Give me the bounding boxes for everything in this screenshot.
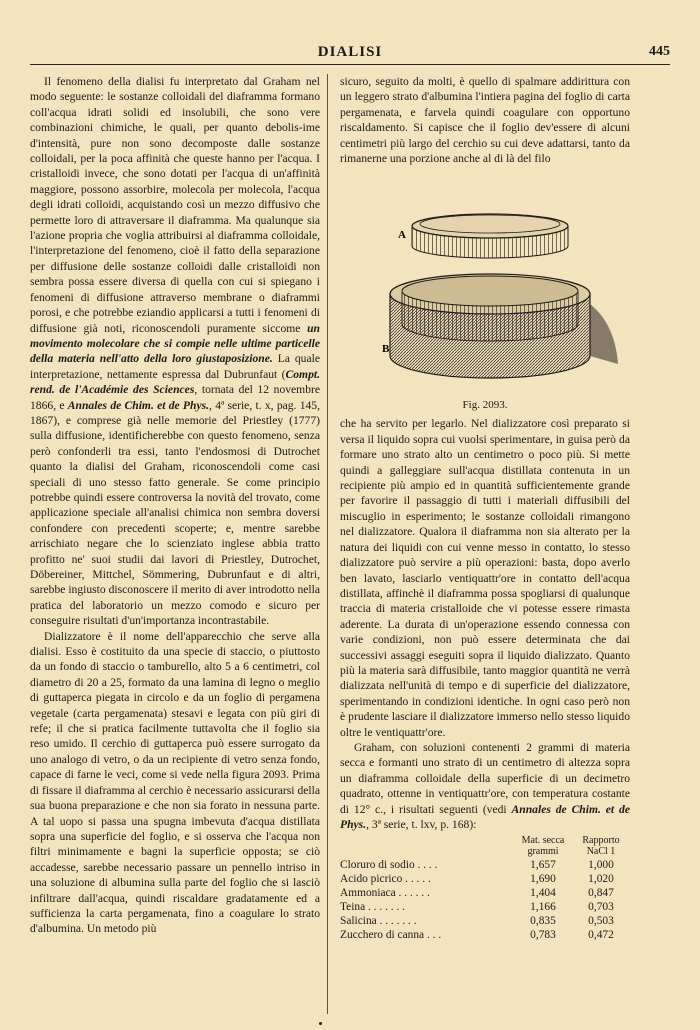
citation-annales-graham: Annales de Chim. et de Phys. bbox=[340, 802, 630, 831]
table-row: Ammoniaca . . . . . . 1,404 0,847 bbox=[340, 887, 614, 900]
figure-label-b: B bbox=[382, 343, 390, 356]
paragraph-dializzatore: Dializzatore è il nome dell'apparecchio che serve alla dialisi. Esso è costituito da una specie di staccio, o piuttosto da un fondo di staccio o tamburello, alto 5 a 6 centimetri, col diametro di 20 a 25, formato da una lamina di legno o meglio di guttaperca piegata in circolo e da un foglio di pergamena vegetale (carta pergamenata) stesavi e legata con più giri di refe; il che si pratica facilmente tuttavolta che il foglio sia reso umido. Il cerchio di guttaperca può essere surrogato da uno analogo di vetro, o da un recipiente di vetro senza fondo, capace di farne le veci, come si vede nella figura 2093. Prima di fissare il diaframma al cerchio è necessario assicurarsi della sua buona preparazione e che non sia forato in nessuna parte. A tal uopo si passa una spugna imbevuta d'acqua distillata sopra una superficie del foglio, e si osserva che l'acqua non filtri minimamente e bagni la superficie opposta; se ciò accadesse, sarebbe necessario passare un pennello intriso in una soluzione di albumina sulla parte del foglio che si lasciò infiltrare dall'acqua, quindi riscaldare gradatamente ed a sufficienza la carta pergamenata, fino a coagulare lo strato d'albumina. Un metodo più bbox=[30, 629, 320, 936]
table-header-mat-secca: Mat. secca grammi bbox=[521, 835, 565, 858]
page-number: 445 bbox=[649, 44, 670, 59]
paragraph-right-middle: che ha servito per legarlo. Nel dializzatore così preparato si versa il liquido sopra cui vuolsi sperimentare, in guisa però da formare uno strato alto un centimetro o poco più. Si mette quindi a galleggiare sull'acqua distillata contenuta in un recipiente più ampio ed in quantità sufficientemente grande per favorire il passaggio di tutti i materiali diffusibili del miscuglio in esperimento; le sostanze colloidali rimangono nel dializzatore. Qualora il diaframma non sia alterato per la natura dei liquidi con cui venne messo in contatto, lo stesso dializzatore può servire a più operazioni: basta, dopo averlo ben lavato, lasciarlo ventiquattr'ore in contatto dell'acqua distillata, affinchè il diaframma possa spogliarsi di qualunque traccia di materia cristalloide che vi potesse essere rimasta aderente. La durata di un'operazione essendo connessa con varie condizioni, non può essere determinata che dai successivi assaggi eseguiti sopra il liquido dializzato. Quanto più la materia sarà diffusibile, tanto maggior quantità ne verrà dializzata nell'unità di tempo e di superficie del dializzatore, sperimentando in condizioni identiche. In ogni caso però non è prudente lasciare il dializzatore immerso nello stesso liquido oltre le ventiquattr'ore. bbox=[340, 417, 630, 739]
page-title: DIALISI bbox=[317, 44, 383, 60]
paragraph-graham-interpretation: Il fenomeno della dialisi fu interpretato dal Graham nel modo seguente: le sostanze colloidali del diaframma formano coll'acqua idrati solidi ed insolubili, che sono vere combinazioni chimiche, le quali, per quanto debolis-ime d'intensità, pure non sono decomposte dalle sostanze colloidali, per la poca affinità che queste hanno per l'acqua. I cristalloidi invece, che sono dotati per l'acqua di un'affinità maggiore, possono assorbire, molecola per molecola, l'acqua degli idrati colloidi, acquistando così un mezzo diffusivo che permette loro di attraversare il diaframma. Ma qualunque sia l'azione propria che voglia attribuirsi al diaframma colloidale, l'interpretazione del fenomeno, cioè il fatto della separazione per diffusione delle sostanze colloidi dalle cristalloidi non sembra possa essere diversa di quella con cui si spiegano i fenomeni di diffusione attraverso membrane o diaframmi porosi, e che potrebbe eziandio applicarsi a tutti i fenomeni di diffusione già noti, riconoscendoli puramente siccome un movimento molecolare che si compie nelle ultime particelle della materia nell'atto della loro giustaposizione. La quale interpretazione, nettamente espressa dal Dubrunfaut (Compt. rend. de l'Académie des Sciences, tornata del 12 novembre 1866, e Annales de Chim. et de Phys., 4ª serie, t. x, pag. 145, 1867), e comprese già nelle memorie del Priestley (1777) sulla diffusione, identificherebbe con questo fenomeno, senza però confonderli tra essi, tanto l'endosmosi di Dutrochet quanto la dialisi del Graham, riconoscendoli come casi speciali di uno stesso fatto generale. Se come principio potrebbe quindi essere controversa la novità del trovato, come applicazione speciale all'analisi chimica non sembra doversi confondere con precedenti scoperte; e, mentre sarebbe arrischiato negare che lo scienziato inglese abbia tratto profitto ne' suoi studii dai lavori di Priestley, Dutrochet, Döbereiner, Mittchel, Sömmering, Dubrunfaut e di altri, sarebbe ingiusto disconoscere il merito di aver introdotto nella pratica del laboratorio un mezzo comodo e sicuro per conseguire risultati d'un'importanza incontrastabile. bbox=[30, 75, 320, 628]
figure-caption: Fig. 2093. bbox=[462, 399, 508, 412]
running-header bbox=[30, 44, 670, 66]
paragraph-graham-results: Graham, con soluzioni contenenti 2 grammi di materia secca e formanti uno strato di un centimetro di altezza sopra un diaframma colloidale della superficie di un decimetro quadrato, ottenne in ventiquattr'ore, con temperatura costante di 12° c., i risultati seguenti (vedi Annales de Chim. et de Phys., 3ª serie, t. lxv, p. 168): bbox=[340, 740, 630, 831]
ring-a-drawing bbox=[412, 214, 568, 258]
figure-label-a: A bbox=[398, 229, 406, 242]
print-mark bbox=[319, 1022, 322, 1025]
results-table bbox=[340, 834, 630, 942]
table-row: Zucchero di canna . . . 0,783 0,472 bbox=[340, 929, 614, 942]
paragraph-right-top: sicuro, seguito da molti, è quello di spalmare addirittura con un leggero strato d'albumina l'intiera pagina del foglio di carta pergamenata, e farvela quindi coagulare con opportuno riscaldamento. Si capisce che il foglio dev'essere di alcuni centimetri più largo del cerchio su cui deve adattarsi, tanto da rimanerne una porzione anche al di là del filo bbox=[340, 75, 630, 166]
emphasis-molecular-movement: un movimento molecolare che si compie nelle ultime particelle della materia nell'atto della loro giustaposizione. bbox=[30, 321, 320, 366]
header-rule bbox=[30, 64, 670, 65]
figure-2093 bbox=[340, 174, 630, 410]
vessel-b-drawing bbox=[390, 274, 618, 378]
table-row: Teina . . . . . . . 1,166 0,703 bbox=[340, 901, 614, 914]
citation-annales: Annales de Chim. et de Phys. bbox=[67, 398, 210, 412]
table-row: Acido picrico . . . . . 1,690 1,020 bbox=[340, 873, 614, 886]
citation-compt-rend: Compt. rend. de l'Académie des Sciences bbox=[30, 367, 320, 397]
table-header-row bbox=[340, 834, 630, 858]
table-header-blank bbox=[340, 834, 514, 858]
table-row: Salicina . . . . . . . 0,835 0,503 bbox=[340, 915, 614, 928]
table-row: Cloruro di sodio . . . . 1,657 1,000 bbox=[340, 859, 614, 872]
dialyzer-illustration bbox=[340, 174, 630, 396]
table-header-rapporto: Rapporto NaCl 1 bbox=[582, 835, 620, 858]
right-column bbox=[340, 74, 630, 942]
left-column bbox=[30, 74, 320, 937]
column-divider bbox=[327, 74, 328, 1014]
